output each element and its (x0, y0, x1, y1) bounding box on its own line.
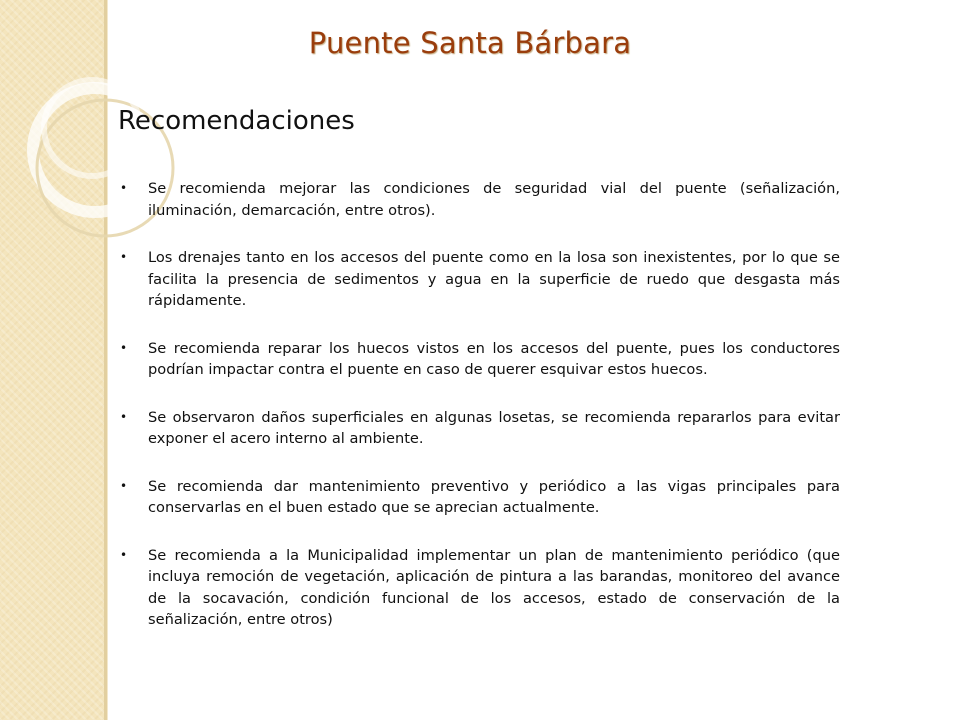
list-item (120, 476, 840, 519)
slide-title: Puente Santa Bárbara (308, 26, 632, 60)
bullet-icon: • (120, 409, 128, 424)
bullet-icon: • (120, 250, 128, 264)
list-item (120, 407, 840, 450)
list-item-text: Se observaron daños superficiales en algunas losetas, se recomienda repararlos para evitar exponer el acero interno al ambiente. (148, 408, 840, 447)
recommendations-list (120, 178, 840, 657)
list-item-text: Los drenajes tanto en los accesos del puente como en la losa son inexistentes, por lo que se facilita la presencia de sedimentos y agua en la superficie de ruedo que desgasta más rápidamente. (148, 249, 840, 309)
bullet-icon: • (120, 340, 128, 355)
list-item-text: Se recomienda reparar los huecos vistos en los accesos del puente, pues los conductores podrían impactar contra el puente en caso de querer esquivar estos huecos. (148, 339, 840, 378)
list-item (120, 545, 840, 631)
list-item-text: Se recomienda dar mantenimiento preventivo y periódico a las vigas principales para conservarlas en el buen estado que se aprecian actualmente. (148, 477, 840, 516)
bullet-icon: • (120, 547, 128, 562)
section-heading: Recomendaciones (118, 106, 355, 136)
list-item (120, 247, 840, 312)
list-item-text: Se recomienda a la Municipalidad implementar un plan de mantenimiento periódico (que incluya remoción de vegetación, aplicación de pintura a las barandas, monitoreo del avance de la socavación, condición funcional de los accesos, estado de conservación de la señalización, entre otros) (148, 546, 840, 628)
bullet-icon: • (120, 478, 128, 493)
bullet-icon: • (120, 181, 128, 195)
list-item (120, 178, 840, 221)
list-item-text: Se recomienda mejorar las condiciones de seguridad vial del puente (señalización, iluminación, demarcación, entre otros). (148, 180, 840, 219)
list-item (120, 338, 840, 381)
